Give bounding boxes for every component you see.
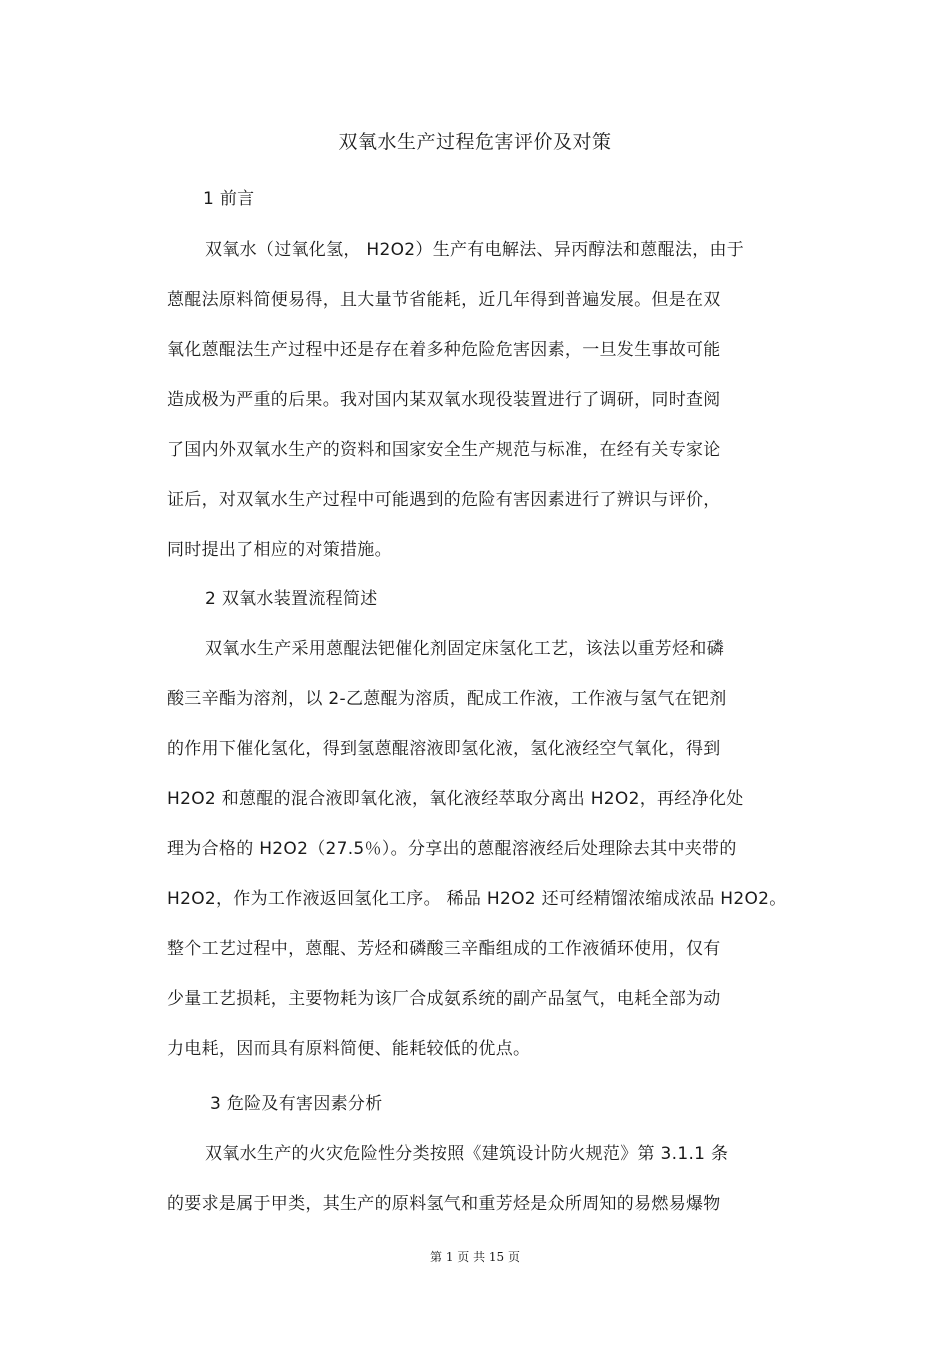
section-heading-2: 2 双氧水装置流程简述: [205, 589, 378, 609]
paragraph-line: 力电耗，因而具有原料简便、能耗较低的优点。: [167, 1039, 531, 1059]
section-heading-3: 3 危险及有害因素分析: [210, 1094, 383, 1114]
paragraph-line: 同时提出了相应的对策措施。: [167, 540, 392, 560]
paragraph-line: H2O2 和蒽醌的混合液即氧化液，氧化液经萃取分离出 H2O2，再经净化处: [167, 789, 744, 809]
paragraph-line: 的要求是属于甲类，其生产的原料氢气和重芳烃是众所周知的易燃易爆物: [167, 1194, 721, 1214]
paragraph-line: 整个工艺过程中，蒽醌、芳烃和磷酸三辛酯组成的工作液循环使用，仅有: [167, 939, 721, 959]
paragraph-line: 双氧水生产采用蒽醌法钯催化剂固定床氢化工艺，该法以重芳烃和磷: [205, 639, 724, 659]
paragraph-line: 少量工艺损耗，主要物耗为该厂合成氨系统的副产品氢气，电耗全部为动: [167, 989, 721, 1009]
paragraph-line: 了国内外双氧水生产的资料和国家安全生产规范与标准，在经有关专家论: [167, 440, 721, 460]
paragraph-line: 蒽醌法原料简便易得，且大量节省能耗，近几年得到普遍发展。但是在双: [167, 290, 721, 310]
paragraph-line: 酸三辛酯为溶剂，以 2-乙蒽醌为溶质，配成工作液，工作液与氢气在钯剂: [167, 689, 727, 709]
document-title: 双氧水生产过程危害评价及对策: [338, 131, 612, 153]
paragraph-line: H2O2，作为工作液返回氢化工序。 稀品 H2O2 还可经精馏浓缩成浓品 H2O2。: [167, 889, 787, 909]
paragraph-line: 氧化蒽醌法生产过程中还是存在着多种危险危害因素，一旦发生事故可能: [167, 340, 721, 360]
paragraph-line: 理为合格的 H2O2（27.5％）。分享出的蒽醌溶液经后处理除去其中夹带的: [167, 839, 737, 859]
paragraph-line: 的作用下催化氢化，得到氢蒽醌溶液即氢化液，氢化液经空气氧化，得到: [167, 739, 721, 759]
page-footer: [0, 1248, 950, 1266]
paragraph-line: 证后，对双氧水生产过程中可能遇到的危险有害因素进行了辨识与评价，: [167, 490, 721, 510]
paragraph-line: 双氧水（过氧化氢， H2O2）生产有电解法、异丙醇法和蒽醌法，由于: [205, 240, 745, 260]
page-number: 第 1 页 共 15 页: [430, 1250, 520, 1264]
section-heading-1: 1 前言: [203, 189, 255, 209]
paragraph-line: 造成极为严重的后果。我对国内某双氧水现役装置进行了调研，同时查阅: [167, 390, 721, 410]
paragraph-line: 双氧水生产的火灾危险性分类按照《建筑设计防火规范》第 3.1.1 条: [205, 1144, 729, 1164]
